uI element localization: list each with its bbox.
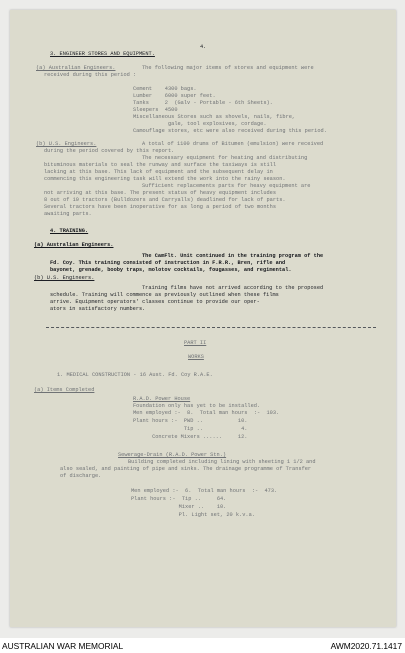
- training-us-line: Training films have not arrived according to the proposed: [142, 285, 324, 291]
- power-house-line: Plant hours :- PWD .. 10.: [133, 418, 248, 424]
- us-body-line: 8 out of 10 tractors (Bulldozers and Carryalls) deadlined for lack of parts.: [44, 197, 286, 203]
- stores-item: Cement 4300 bags.: [133, 86, 197, 92]
- training-us-line: arrive. Equipment operators' classes continue to provide our oper-: [50, 299, 260, 305]
- stores-item: gale, tool explosives, cordage.: [133, 121, 267, 127]
- section-4-heading: 4. TRAINING.: [50, 228, 89, 234]
- us-body-line: A total of 1100 drums of Bitumen (emulsion) were received: [142, 141, 324, 147]
- page-number: 4.: [200, 44, 207, 50]
- stores-au-heading: (a) Australian Engineers.: [36, 65, 116, 71]
- training-us-line: schedule. Training will commence as previously outlined when these films: [50, 292, 279, 298]
- stores-item: Sleepers 4500: [133, 107, 178, 113]
- stores-intro-line-1: The following major items of stores and equipment were: [142, 65, 314, 71]
- training-au-heading: (a) Australian Engineers.: [34, 242, 114, 248]
- stores-us-heading: (b) U.S. Engineers.: [36, 141, 97, 147]
- power-house-line: Men employed :- 8. Total man hours :- 103.: [133, 410, 280, 416]
- works-1-heading: 1. MEDICAL CONSTRUCTION - 16 Aust. Fd. Coy R.A.E.: [57, 372, 213, 378]
- sewerage-stat: Plant hours :- Tip .. 64.: [131, 496, 227, 502]
- power-house-line: Concrete Mixers ...... 12.: [133, 434, 248, 440]
- us-body-line: Sufficient replacements parts for heavy equipment are: [142, 183, 311, 189]
- footer-bar: [0, 638, 405, 653]
- part-heading: PART II: [184, 340, 207, 346]
- section-divider: [46, 327, 376, 328]
- sewerage-heading: Sewerage-Drain (R.A.D. Power Stn.): [118, 452, 227, 458]
- stores-item: Camouflage stores, etc were also received during this period.: [133, 128, 327, 134]
- us-body-line: The necessary equipment for heating and distributing: [142, 155, 308, 161]
- power-house-line: Tip .. 4.: [133, 426, 248, 432]
- sewerage-stat: Pl. Light set, 20 k.v.a.: [131, 512, 255, 518]
- works-heading: WORKS: [188, 354, 204, 360]
- sewerage-stat: Men employed :- 6. Total man hours :- 473.: [131, 488, 278, 494]
- section-3-heading: 3. ENGINEER STORES AND EQUIPMENT.: [50, 51, 155, 57]
- us-body-line: awaiting parts.: [44, 211, 92, 217]
- sewerage-line: Building completed including lining with sheeting 1 1/2 and: [128, 459, 316, 465]
- us-body-line: not arriving at this base. The present status of heavy equipment includes: [44, 190, 277, 196]
- stores-intro-line-2: received during this period :: [44, 72, 137, 78]
- footer-accession-number: AWM2020.71.1417: [330, 641, 402, 651]
- training-au-line: Fd. Coy. This training consisted of instruction in F.R.R., Bren, rifle and: [50, 260, 286, 266]
- power-house-line: Foundation only has yet to be installed.: [133, 403, 261, 409]
- sewerage-line: of discharge.: [60, 473, 102, 479]
- us-body-line: bituminous materials to seal the runway and surface the taxiways is still: [44, 162, 277, 168]
- items-completed-heading: (a) Items Completed: [34, 387, 95, 393]
- stores-item: Miscellaneous Stores such as shovels, nails, fibre,: [133, 114, 296, 120]
- sewerage-line: also sealed, and painting of pipe and sinks. The drainage programme of Transfer: [60, 466, 312, 472]
- sewerage-stat: Mixer .. 10.: [131, 504, 227, 510]
- training-us-line: ators in satisfactory numbers.: [50, 306, 146, 312]
- footer-credit: AUSTRALIAN WAR MEMORIAL: [2, 641, 124, 651]
- power-house-heading: R.A.D. Power House: [133, 396, 191, 402]
- stores-item: Lumber 6000 super feet.: [133, 93, 216, 99]
- us-body-line: during the period covered by this report.: [44, 148, 175, 154]
- training-au-line: The CamFlt. Unit continued in the training program of the: [142, 253, 324, 259]
- us-body-line: lacking at this base. This lack of equipment and the subsequent delay in: [44, 169, 273, 175]
- us-body-line: commencing this engineering task will extend the work into the rainy season.: [44, 176, 286, 182]
- training-us-heading: (b) U.S. Engineers.: [34, 275, 95, 281]
- document-page: [10, 10, 396, 627]
- training-au-line: bayonet, grenade, booby traps, molotov cocktails, fougasses, and regimental.: [50, 267, 292, 273]
- stores-item: Tanks 2 (Galv - Portable - 6th Sheets).: [133, 100, 273, 106]
- us-body-line: Several tractors have been inoperative for as long a period of two months: [44, 204, 277, 210]
